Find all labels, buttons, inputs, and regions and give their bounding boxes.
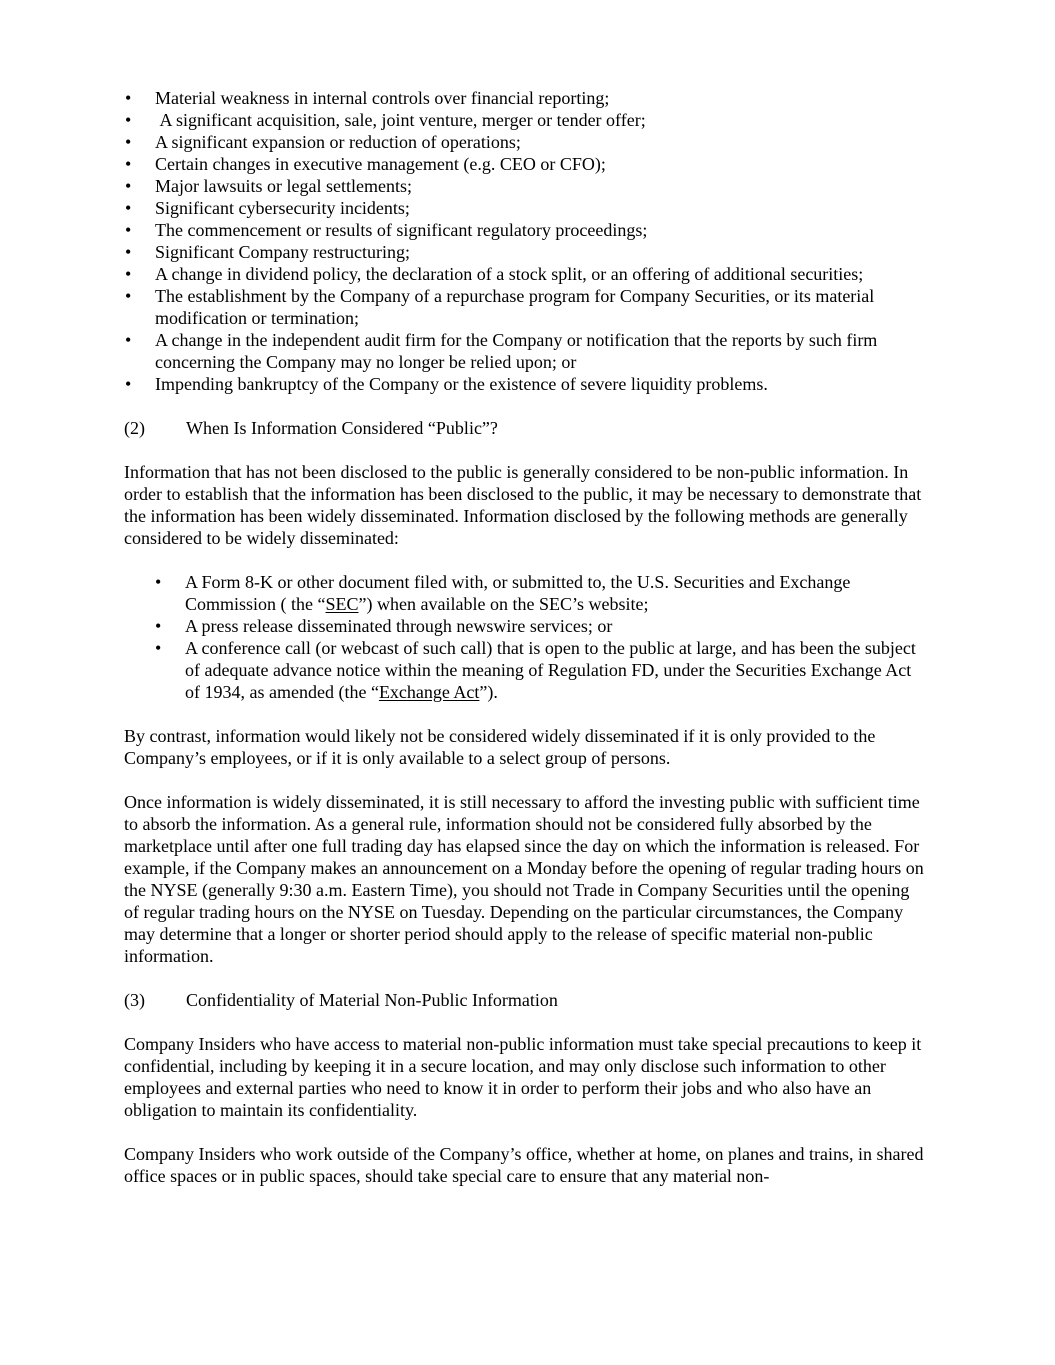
section-number: (2) bbox=[124, 418, 145, 438]
list-item: • The commencement or results of significant regulatory proceedings; bbox=[124, 219, 924, 241]
section-title: Confidentiality of Material Non-Public Information bbox=[186, 990, 558, 1010]
list-item: • The establishment by the Company of a repurchase program for Company Securities, or its material modification or termination; bbox=[124, 285, 924, 329]
dissemination-methods-list bbox=[124, 571, 924, 703]
public-info-intro: Information that has not been disclosed to the public is generally considered to be non-public information. In order to establish that the information has been disclosed to the public, it may be necessary to demonstrate that the information has been widely disseminated. Information disclosed by the following methods are generally considered to be widely disseminated: bbox=[124, 462, 922, 548]
confidentiality-paragraph: Company Insiders who have access to material non-public information must take special precautions to keep it confidential, including by keeping it in a secure location, and may only disclose such information to other employees and external parties who need to know it in order to perform their jobs and who also have an obligation to maintain its confidentiality. bbox=[124, 1034, 922, 1120]
defined-term-exchange-act: Exchange Act bbox=[378, 682, 480, 702]
contrast-paragraph: By contrast, information would likely not be considered widely disseminated if it is only provided to the Company’s employees, or if it is only available to a select group of persons. bbox=[124, 726, 876, 768]
list-item: • A Form 8-K or other document filed with, or submitted to, the U.S. Securities and Exchange Commission ( the “SEC”) when available on the SEC’s website; bbox=[154, 571, 924, 615]
list-item: • Significant cybersecurity incidents; bbox=[124, 197, 924, 219]
defined-term-sec: SEC bbox=[325, 594, 359, 614]
list-item: • Significant Company restructuring; bbox=[124, 241, 924, 263]
list-item: • Impending bankruptcy of the Company or the existence of severe liquidity problems. bbox=[124, 373, 924, 395]
list-item: • A significant acquisition, sale, joint venture, merger or tender offer; bbox=[124, 109, 924, 131]
list-item: • Material weakness in internal controls over financial reporting; bbox=[124, 87, 924, 109]
material-events-list bbox=[124, 87, 924, 395]
section-number: (3) bbox=[124, 990, 145, 1010]
list-item: • A change in dividend policy, the declaration of a stock split, or an offering of additional securities; bbox=[124, 263, 924, 285]
list-item: • A conference call (or webcast of such call) that is open to the public at large, and has been the subject of adequate advance notice within the meaning of Regulation FD, under the Securities Exchange Act of 1934, as amended (the “Exchange Act”). bbox=[154, 637, 924, 703]
list-item: • A significant expansion or reduction of operations; bbox=[124, 131, 924, 153]
list-item: • Certain changes in executive management (e.g. CEO or CFO); bbox=[124, 153, 924, 175]
section-title: When Is Information Considered “Public”? bbox=[186, 418, 498, 438]
list-item: • A change in the independent audit firm for the Company or notification that the reports by such firm concerning the Company may no longer be relied upon; or bbox=[124, 329, 924, 373]
list-item: • Major lawsuits or legal settlements; bbox=[124, 175, 924, 197]
list-item: • A press release disseminated through newswire services; or bbox=[154, 615, 924, 637]
timing-paragraph: Once information is widely disseminated, it is still necessary to afford the investing public with sufficient time to absorb the information. As a general rule, information should not be considered fully absorbed by the marketplace until after one full trading day has elapsed since the day on which the information is released. For example, if the Company makes an announcement on a Monday before the opening of regular trading hours on the NYSE (generally 9:30 a.m. Eastern Time), you should not Trade in Company Securities until the opening of regular trading hours on the NYSE on Tuesday. Depending on the particular circumstances, the Company may determine that a longer or shorter period should apply to the release of specific material non-public information. bbox=[124, 792, 924, 966]
remote-work-paragraph: Company Insiders who work outside of the Company’s office, whether at home, on planes and trains, in shared office spaces or in public spaces, should take special care to ensure that any material non- bbox=[124, 1144, 924, 1186]
section-3-heading bbox=[124, 989, 924, 1011]
document-page bbox=[124, 87, 924, 1187]
section-2-heading bbox=[124, 417, 924, 439]
